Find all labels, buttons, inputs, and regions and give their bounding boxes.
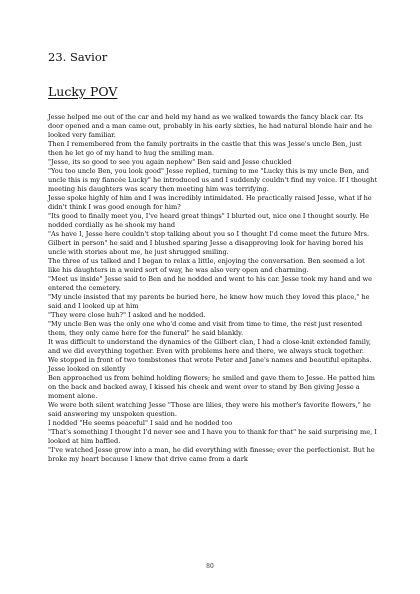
- paragraph: "Meet us inside" Jesse said to Ben and he nodded and went to his car. Jesse took my hand and we entered the cemetery.: [48, 275, 372, 292]
- paragraph: We stopped in front of two tombstones that wrote Peter and Jane's names and beautiful epitaphs. Jesse looked on silently: [48, 356, 372, 373]
- paragraph: Ben approached us from behind holding flowers; he smiled and gave them to Jesse. He patted him on the back and backed away, I kissed his cheek and went over to stand by Ben giving Jesse a moment alone.: [48, 374, 375, 400]
- paragraph: We were both silent watching Jesse "Those are lilies, they were his mother's favorite flowers," he said answering my unspoken question.: [48, 401, 371, 418]
- paragraph: It was difficult to understand the dynamics of the Gilbert clan, I had a close-knit extended family, and we did everything together. Even with problems here and there, we always stuck together.: [48, 338, 371, 355]
- paragraph: "You too uncle Ben, you look good" Jesse replied, turning to me "Lucky this is my uncle Ben, and uncle this is my fiancée Lucky" he introduced us and I suddenly couldn't find my voice. If I thought meeting his daughters was scary then meeting him was terrifying.: [48, 167, 377, 193]
- body-text: [48, 113, 378, 464]
- paragraph: Then I remembered from the family portraits in the castle that this was Jesse's uncle Ben, just then he let go of my hand to hug the smiling man.: [48, 140, 362, 157]
- section-title: Lucky POV: [48, 84, 118, 99]
- chapter-title: 23. Savior: [48, 50, 108, 64]
- paragraph: "Its good to finally meet you, I've heard great things" I blurted out, nice one I thought sourly. He nodded cordially as he shook my hand: [48, 212, 370, 229]
- paragraph: I nodded "He seems peaceful" I said and he nodded too: [48, 419, 233, 427]
- paragraph: "They were close huh?" I asked and he nodded.: [48, 311, 206, 319]
- paragraph: "That's something I thought I'd never see and I have you to thank for that" he said surprising me, I looked at him baffled.: [48, 428, 377, 445]
- page-number: 80: [206, 563, 214, 570]
- paragraph: Jesse helped me out of the car and held my hand as we walked towards the fancy black car. Its door opened and a man came out, probably in his early sixties, he had natural blonde hair and he looked very familiar.: [48, 113, 372, 139]
- paragraph: The three of us talked and I began to relax a little, enjoying the conversation. Ben seemed a lot like his daughters in a weird sort of way, he was also very open and charming.: [48, 257, 365, 274]
- paragraph: "Jesse, its so good to see you again nephew" Ben said and Jesse chuckled: [48, 158, 292, 166]
- paragraph: "My uncle insisted that my parents be buried here, he knew how much they loved this place," he said and I looked up at him: [48, 293, 370, 310]
- paragraph: "As have I, Jesse here couldn't stop talking about you so I thought I'd come meet the future Mrs. Gilbert in person" he said and I blushed sparing Jesse a disapproving look for having bored his uncle with stories about me, he just shrugged smiling.: [48, 230, 370, 256]
- paragraph: Jesse spoke highly of him and I was incredibly intimidated. He practically raised Jesse, what if he didn't think I was good enough for him?: [48, 194, 372, 211]
- paragraph: "My uncle Ben was the only one who'd come and visit from time to time, the rest just resented them, they only came here for the funeral" he said blankly.: [48, 320, 363, 337]
- paragraph: "I've watched Jesse grow into a man, he did everything with finesse; ever the perfectionist. But he broke my heart because I knew that drive came from a dark: [48, 446, 375, 463]
